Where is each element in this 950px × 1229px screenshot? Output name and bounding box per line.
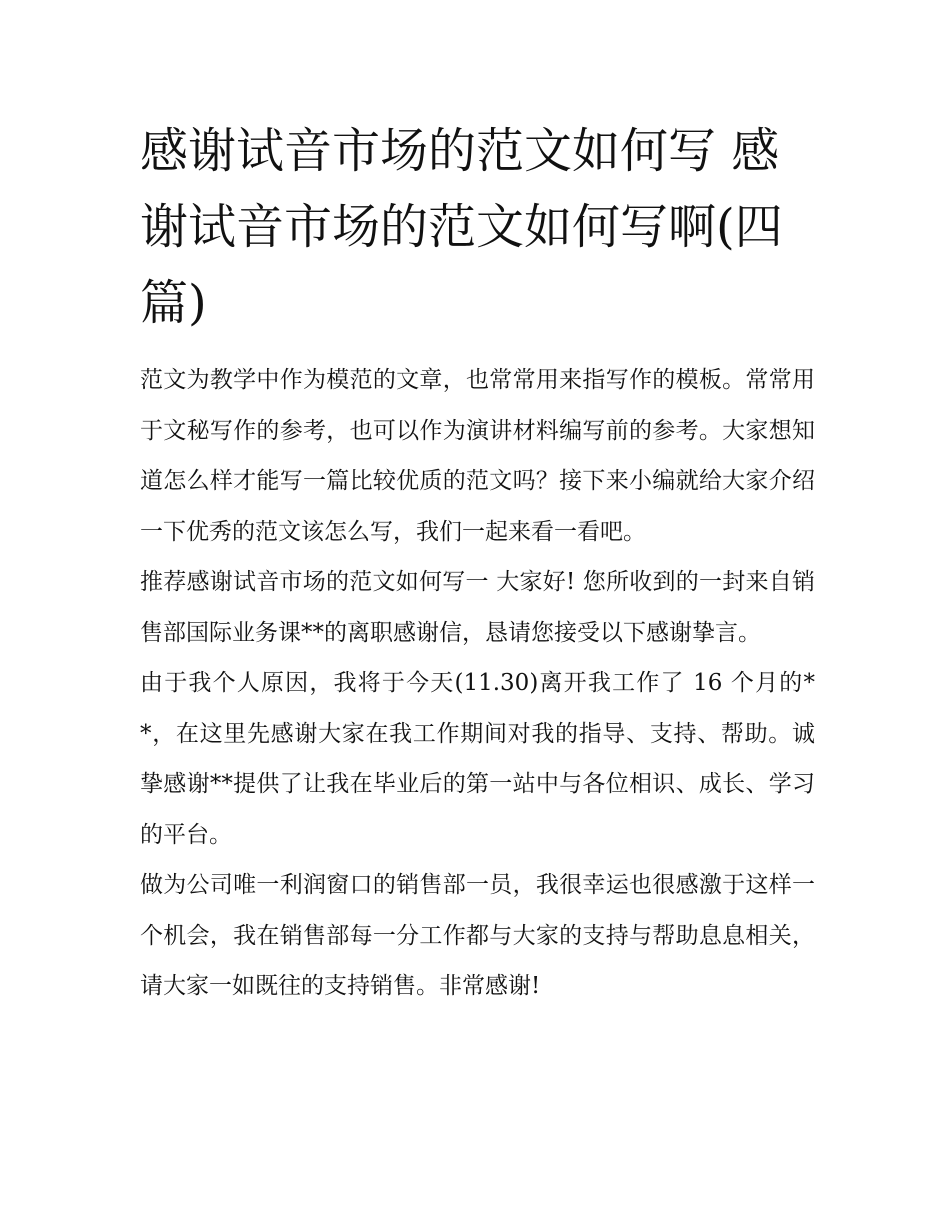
paragraph-reason: 由于我个人原因，我将于今天(11.30)离开我工作了 16 个月的**，在这里先感谢大家在我工作期间对我的指导、支持、帮助。诚挚感谢**提供了让我在毕业后的第一站中与各位相识、成长、学习的平台。	[140, 670, 815, 848]
paragraph-greeting: 推荐感谢试音市场的范文如何写一 大家好! 您所收到的一封来自销售部国际业务课**的离职感谢信，恳请您接受以下感谢挚言。	[140, 569, 815, 646]
document-body	[140, 355, 815, 1012]
document-title: 感谢试音市场的范文如何写 感谢试音市场的范文如何写啊(四篇)	[140, 123, 783, 331]
document-content	[140, 113, 815, 1012]
paragraph-intro: 范文为教学中作为模范的文章，也常常用来指写作的模板。常常用于文秘写作的参考，也可以作为演讲材料编写前的参考。大家想知道怎么样才能写一篇比较优质的范文吗？接下来小编就给大家介绍一下优秀的范文该怎么写，我们一起来看一看吧。	[140, 367, 815, 545]
paragraph-thanks: 做为公司唯一利润窗口的销售部一员，我很幸运也很感激于这样一个机会，我在销售部每一分工作都与大家的支持与帮助息息相关，请大家一如既往的支持销售。非常感谢!	[140, 872, 815, 999]
